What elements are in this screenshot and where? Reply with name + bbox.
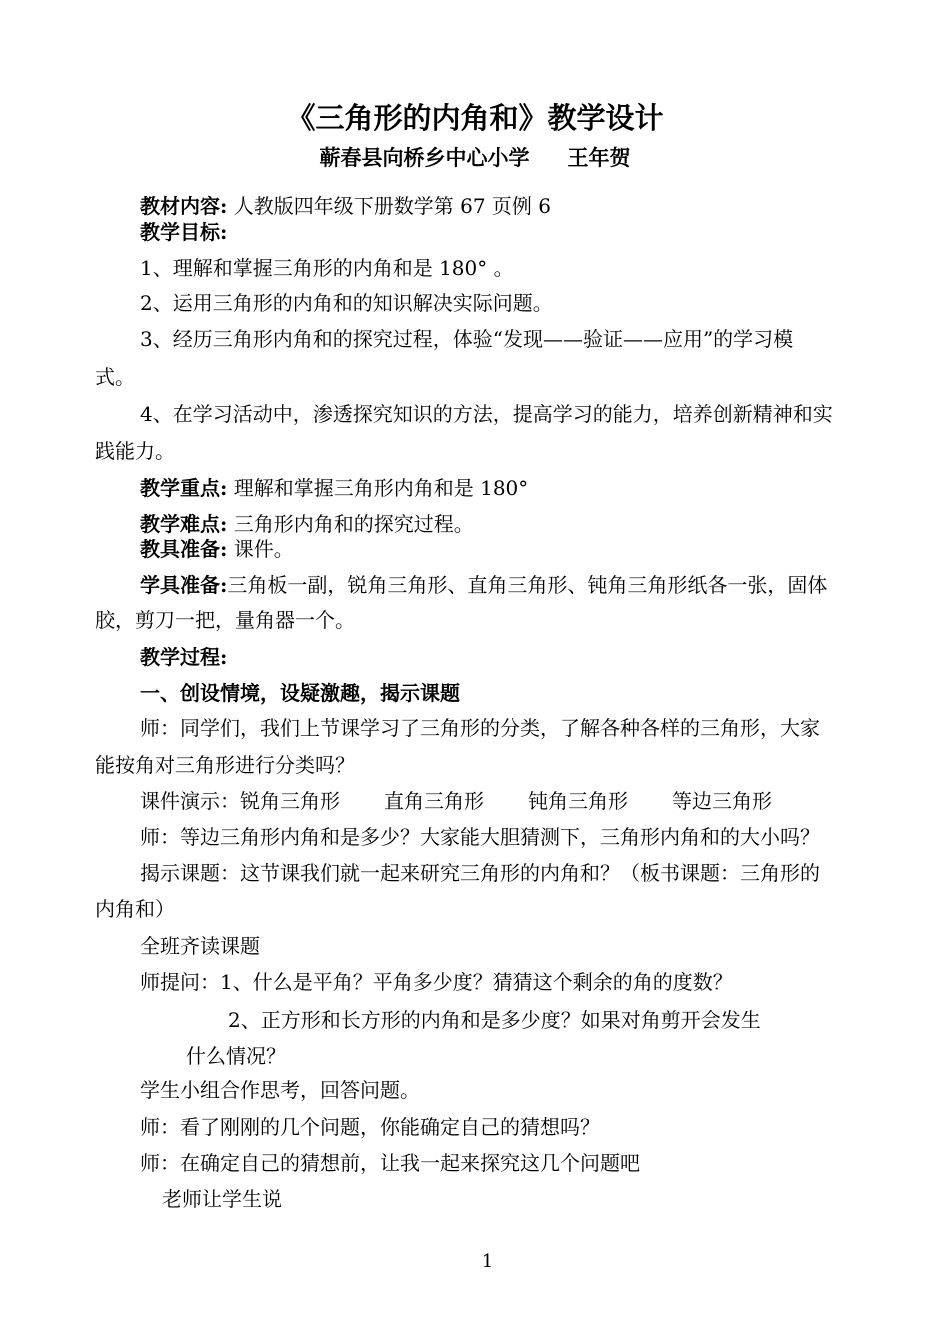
s1-p5: 师提问：1、什么是平角？平角多少度？猜猜这个剩余的角的度数？ xyxy=(140,970,733,994)
goal-2: 2、运用三角形的内角和的知识解决实际问题。 xyxy=(140,291,553,315)
demo-item: 直角三角形 xyxy=(384,789,484,813)
demo-item: 等边三角形 xyxy=(672,789,772,813)
s1-p4: 全班齐读课题 xyxy=(140,934,260,958)
goal-3-line-1: 3、经历三角形内角和的探究过程，体验“发现——验证——应用”的学习模 xyxy=(140,327,794,351)
content-line xyxy=(140,193,551,219)
student-tools-label: 学具准备: xyxy=(140,573,228,597)
page-number: 1 xyxy=(481,1251,494,1272)
s1-p10: 老师让学生说 xyxy=(162,1187,282,1211)
goal-3-line-2: 式。 xyxy=(95,365,135,389)
s1-p9: 师：在确定自己的猜想前，让我一起来探究这几个问题吧 xyxy=(140,1151,640,1175)
demo-item: 钝角三角形 xyxy=(528,789,628,813)
student-tools-value: 三角板一副，锐角三角形、直角三角形、钝角三角形纸各一张，固体 xyxy=(227,573,828,597)
student-tools-line-2: 胶，剪刀一把，量角器一个。 xyxy=(95,608,355,632)
content-value: 人教版四年级下册数学第 67 页例 6 xyxy=(233,194,551,218)
student-tools-line-1 xyxy=(140,572,827,598)
focus-line xyxy=(140,475,528,501)
difficulty-line xyxy=(140,511,474,537)
s1-p1-line-1: 师：同学们，我们上节课学习了三角形的分类，了解各种各样的三角形，大家 xyxy=(140,716,820,740)
author-line xyxy=(0,144,950,172)
s1-p8: 师：看了刚刚的几个问题，你能确定自己的猜想吗？ xyxy=(140,1115,600,1139)
author-name: 王年贺 xyxy=(567,145,631,170)
tools-label: 教具准备: xyxy=(140,537,228,561)
difficulty-value: 三角形内角和的探究过程。 xyxy=(233,512,474,536)
s1-p6-line-2: 什么情况？ xyxy=(186,1044,286,1068)
s1-p2: 师：等边三角形内角和是多少？大家能大胆猜测下，三角形内角和的大小吗？ xyxy=(140,825,820,849)
content-label: 教材内容: xyxy=(140,194,228,218)
s1-p6-line-1: 2、正方形和长方形的内角和是多少度？如果对角剪开会发生 xyxy=(228,1008,761,1032)
goals-label: 教学目标: xyxy=(140,220,228,244)
s1-demo-line xyxy=(140,788,772,814)
goal-4-line-1: 4、在学习活动中，渗透探究知识的方法，提高学习的能力，培养创新精神和实 xyxy=(140,402,833,426)
section-1-heading: 一、创设情境，设疑激趣，揭示课题 xyxy=(140,681,460,705)
s1-p1-line-2: 能按角对三角形进行分类吗？ xyxy=(95,753,355,777)
tools-value: 课件。 xyxy=(233,537,294,561)
s1-p3-line-2: 内角和） xyxy=(95,897,175,921)
difficulty-label: 教学难点: xyxy=(140,512,228,536)
demo-label: 课件演示： xyxy=(140,789,240,813)
process-label: 教学过程: xyxy=(140,645,228,669)
tools-line xyxy=(140,536,294,562)
s1-p3-line-1: 揭示课题：这节课我们就一起来研究三角形的内角和？（板书课题：三角形的 xyxy=(140,861,820,885)
goal-1: 1、理解和掌握三角形的内角和是 180° 。 xyxy=(140,256,514,280)
demo-item: 锐角三角形 xyxy=(240,789,340,813)
school-name: 蕲春县向桥乡中心小学 xyxy=(319,145,530,170)
focus-label: 教学重点: xyxy=(140,476,228,500)
goal-4-line-2: 践能力。 xyxy=(95,439,175,463)
document-title: 《三角形的内角和》教学设计 xyxy=(286,101,664,135)
s1-p7: 学生小组合作思考，回答问题。 xyxy=(140,1078,420,1102)
focus-value: 理解和掌握三角形内角和是 180° xyxy=(233,476,529,500)
